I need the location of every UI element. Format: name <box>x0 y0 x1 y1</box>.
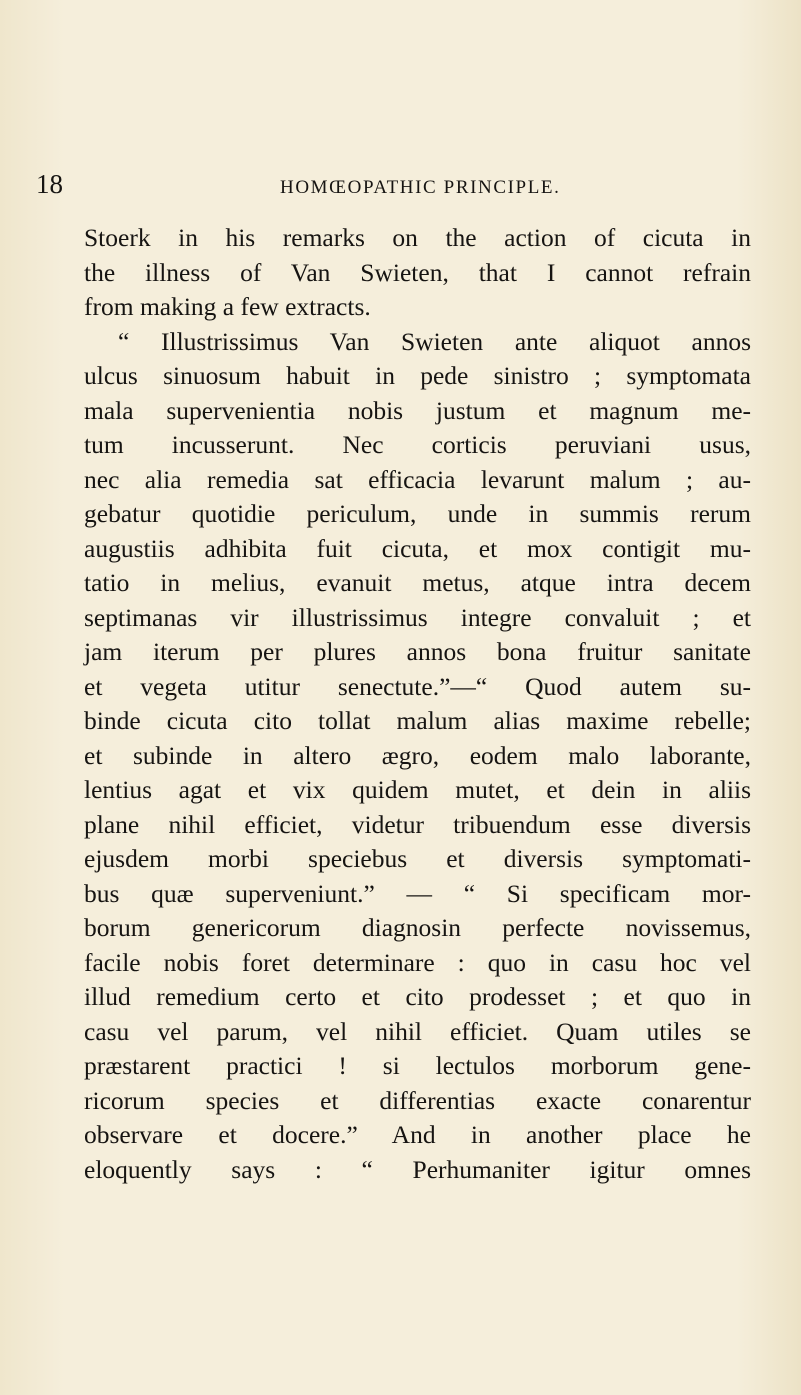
body-text <box>84 221 751 1187</box>
text-line: præstarent practici ! si lectulos morborum gene- <box>84 1051 751 1080</box>
text-line: tum incusserunt. Nec corticis peruviani usus, <box>84 430 751 459</box>
running-head <box>36 169 766 204</box>
text-line: binde cicuta cito tollat malum alias maxime rebelle; <box>84 706 751 735</box>
text-line: tatio in melius, evanuit metus, atque intra decem <box>84 568 751 597</box>
text-line: ejusdem morbi speciebus et diversis symptomati- <box>84 844 751 873</box>
text-line: lentius agat et vix quidem mutet, et dein in aliis <box>84 775 751 804</box>
text-line: nec alia remedia sat efficacia levarunt malum ; au- <box>84 464 751 494</box>
text-line: the illness of Van Swieten, that I cannot refrain <box>84 257 751 287</box>
text-line: Stoerk in his remarks on the action of cicuta in <box>84 223 751 252</box>
text-line: borum genericorum diagnosin perfecte novissemus, <box>84 913 751 942</box>
text-line: facile nobis foret determinare : quo in casu hoc vel <box>84 947 751 977</box>
text-line: ulcus sinuosum habuit in pede sinistro ; symptomata <box>84 361 751 390</box>
text-line: augustiis adhibita fuit cicuta, et mox contigit mu- <box>84 533 751 563</box>
text-line: bus quæ superveniunt.” — “ Si specificam mor- <box>84 878 751 908</box>
text-line: from making a few extracts. <box>84 292 371 321</box>
text-line: plane nihil efficiet, videtur tribuendum esse diversis <box>84 809 751 839</box>
text-line: et vegeta utitur senectute.”—“ Quod autem su- <box>84 671 751 701</box>
text-line: ricorum species et differentias exacte conarentur <box>84 1085 751 1115</box>
text-line: casu vel parum, vel nihil efficiet. Quam utiles se <box>84 1016 751 1046</box>
text-line: septimanas vir illustrissimus integre convaluit ; et <box>84 602 751 632</box>
text-line: mala supervenientia nobis justum et magnum me- <box>84 395 751 425</box>
text-line: eloquently says : “ Perhumaniter igitur omnes <box>84 1154 751 1184</box>
text-line: “ Illustrissimus Van Swieten ante aliquot annos <box>118 326 751 356</box>
running-title: HOMŒOPATHIC PRINCIPLE. <box>280 177 561 198</box>
text-line: et subinde in altero ægro, eodem malo laborante, <box>84 740 751 770</box>
text-line: observare et docere.” And in another place he <box>84 1120 751 1149</box>
page-number: 18 <box>36 169 63 199</box>
text-line: illud remedium certo et cito prodesset ; et quo in <box>84 982 751 1011</box>
text-line: gebatur quotidie periculum, unde in summis rerum <box>84 499 751 528</box>
text-line: jam iterum per plures annos bona fruitur sanitate <box>84 637 751 666</box>
